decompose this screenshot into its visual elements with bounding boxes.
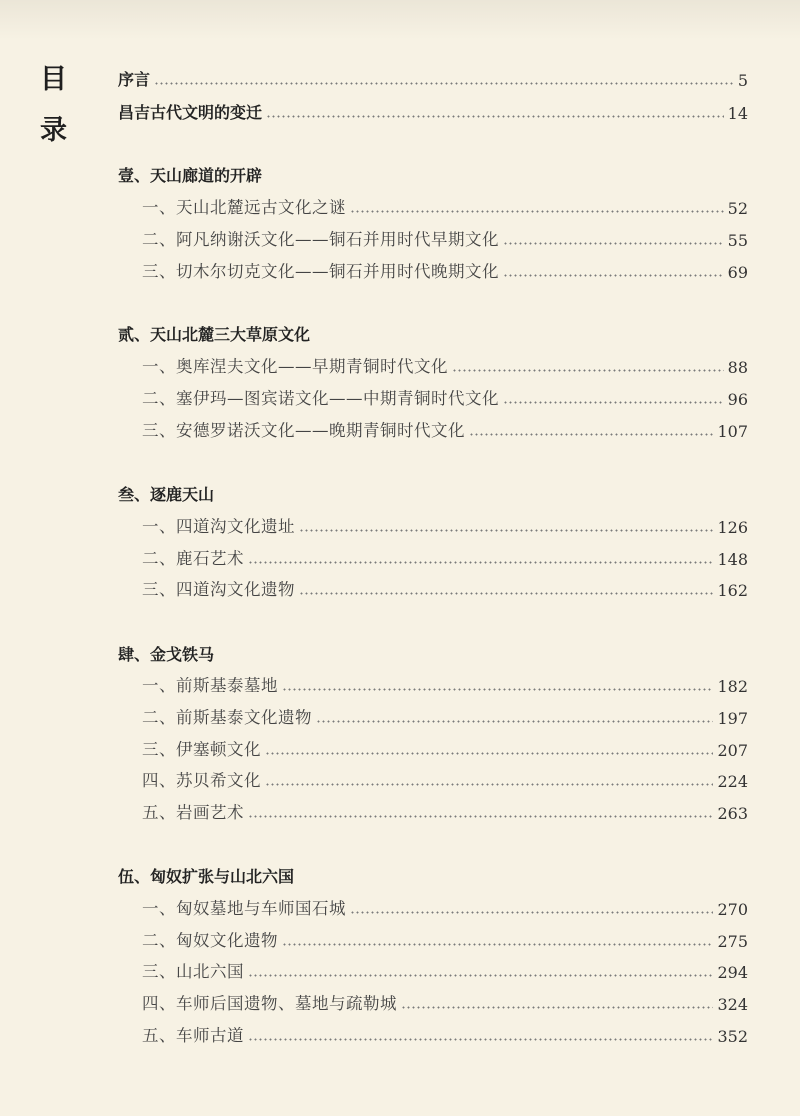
- dot-leader: [248, 1038, 713, 1041]
- entry-label: 一、奥库涅夫文化——早期青铜时代文化: [142, 357, 448, 376]
- toc-entry[interactable]: [118, 893, 748, 919]
- side-title-char-1: 目: [40, 64, 67, 95]
- dot-leader: [265, 752, 713, 755]
- entry-page: 5: [737, 71, 748, 90]
- entry-label: 序言: [118, 70, 151, 89]
- dot-leader: [350, 911, 713, 914]
- entry-page: 162: [717, 581, 748, 600]
- dot-leader: [248, 561, 713, 564]
- entry-label: 三、安德罗诺沃文化——晚期青铜时代文化: [142, 421, 465, 440]
- entry-label: 四、苏贝希文化: [142, 771, 261, 790]
- toc-entry-preface[interactable]: [118, 64, 748, 90]
- dot-leader: [469, 433, 713, 436]
- entry-label: 三、伊塞顿文化: [142, 740, 261, 759]
- section-title[interactable]: 壹、天山廊道的开辟: [118, 166, 263, 185]
- dot-leader: [248, 815, 713, 818]
- table-of-contents: [118, 0, 748, 1116]
- dot-leader: [452, 369, 724, 372]
- entry-page: 107: [717, 422, 748, 441]
- entry-page: 96: [727, 390, 748, 409]
- dot-leader: [282, 688, 713, 691]
- dot-leader: [154, 82, 734, 85]
- toc-entry[interactable]: [118, 224, 748, 250]
- dot-leader: [503, 274, 724, 277]
- toc-entry[interactable]: [118, 734, 748, 760]
- section-title[interactable]: 伍、匈奴扩张与山北六国: [118, 867, 295, 886]
- toc-entry[interactable]: [118, 702, 748, 728]
- side-title-char-2: 录: [40, 115, 67, 146]
- toc-entry[interactable]: [118, 511, 748, 537]
- entry-label: 二、前斯基泰文化遗物: [142, 708, 312, 727]
- entry-label: 五、车师古道: [142, 1026, 244, 1045]
- entry-page: 294: [717, 963, 748, 982]
- toc-entry[interactable]: [118, 1020, 748, 1046]
- entry-page: 126: [717, 518, 748, 537]
- entry-page: 263: [717, 804, 748, 823]
- entry-label: 二、塞伊玛—图宾诺文化——中期青铜时代文化: [142, 389, 499, 408]
- dot-leader: [299, 592, 713, 595]
- toc-entry[interactable]: [118, 988, 748, 1014]
- section-title[interactable]: 肆、金戈铁马: [118, 645, 215, 664]
- dot-leader: [265, 783, 713, 786]
- entry-label: 二、鹿石艺术: [142, 549, 244, 568]
- entry-label: 二、阿凡纳谢沃文化——铜石并用时代早期文化: [142, 230, 499, 249]
- entry-page: 324: [717, 995, 748, 1014]
- dot-leader: [266, 115, 724, 118]
- toc-entry[interactable]: [118, 765, 748, 791]
- entry-label: 三、四道沟文化遗物: [142, 580, 295, 599]
- entry-page: 352: [717, 1027, 748, 1046]
- dot-leader: [350, 210, 724, 213]
- toc-entry[interactable]: [118, 543, 748, 569]
- entry-page: 197: [717, 709, 748, 728]
- entry-page: 224: [717, 772, 748, 791]
- entry-page: 182: [717, 677, 748, 696]
- toc-entry[interactable]: [118, 351, 748, 377]
- dot-leader: [316, 720, 713, 723]
- section-title[interactable]: 叁、逐鹿天山: [118, 485, 215, 504]
- entry-label: 四、车师后国遗物、墓地与疏勒城: [142, 994, 397, 1013]
- dot-leader: [282, 943, 713, 946]
- entry-label: 一、天山北麓远古文化之谜: [142, 198, 346, 217]
- section-title[interactable]: 贰、天山北麓三大草原文化: [118, 325, 311, 344]
- dot-leader: [248, 974, 713, 977]
- entry-label: 一、匈奴墓地与车师国石城: [142, 899, 346, 918]
- toc-entry[interactable]: [118, 925, 748, 951]
- entry-label: 三、山北六国: [142, 962, 244, 981]
- entry-page: 88: [727, 358, 748, 377]
- dot-leader: [401, 1006, 713, 1009]
- entry-page: 275: [717, 932, 748, 951]
- entry-page: 69: [727, 263, 748, 282]
- entry-label: 昌吉古代文明的变迁: [118, 103, 263, 122]
- entry-page: 14: [727, 104, 748, 123]
- entry-page: 270: [717, 900, 748, 919]
- entry-label: 五、岩画艺术: [142, 803, 244, 822]
- toc-side-title: [40, 66, 72, 168]
- toc-entry[interactable]: [118, 574, 748, 600]
- entry-label: 二、匈奴文化遗物: [142, 931, 278, 950]
- dot-leader: [299, 529, 713, 532]
- toc-entry[interactable]: [118, 797, 748, 823]
- toc-entry[interactable]: [118, 192, 748, 218]
- toc-entry[interactable]: [118, 670, 748, 696]
- toc-entry[interactable]: [118, 956, 748, 982]
- toc-entry-overview[interactable]: [118, 97, 748, 123]
- entry-label: 一、四道沟文化遗址: [142, 517, 295, 536]
- dot-leader: [503, 401, 724, 404]
- entry-page: 148: [717, 550, 748, 569]
- entry-page: 207: [717, 741, 748, 760]
- entry-page: 55: [727, 231, 748, 250]
- toc-entry[interactable]: [118, 256, 748, 282]
- entry-label: 一、前斯基泰墓地: [142, 676, 278, 695]
- entry-label: 三、切木尔切克文化——铜石并用时代晚期文化: [142, 262, 499, 281]
- toc-entry[interactable]: [118, 383, 748, 409]
- entry-page: 52: [727, 199, 748, 218]
- dot-leader: [503, 242, 724, 245]
- toc-entry[interactable]: [118, 415, 748, 441]
